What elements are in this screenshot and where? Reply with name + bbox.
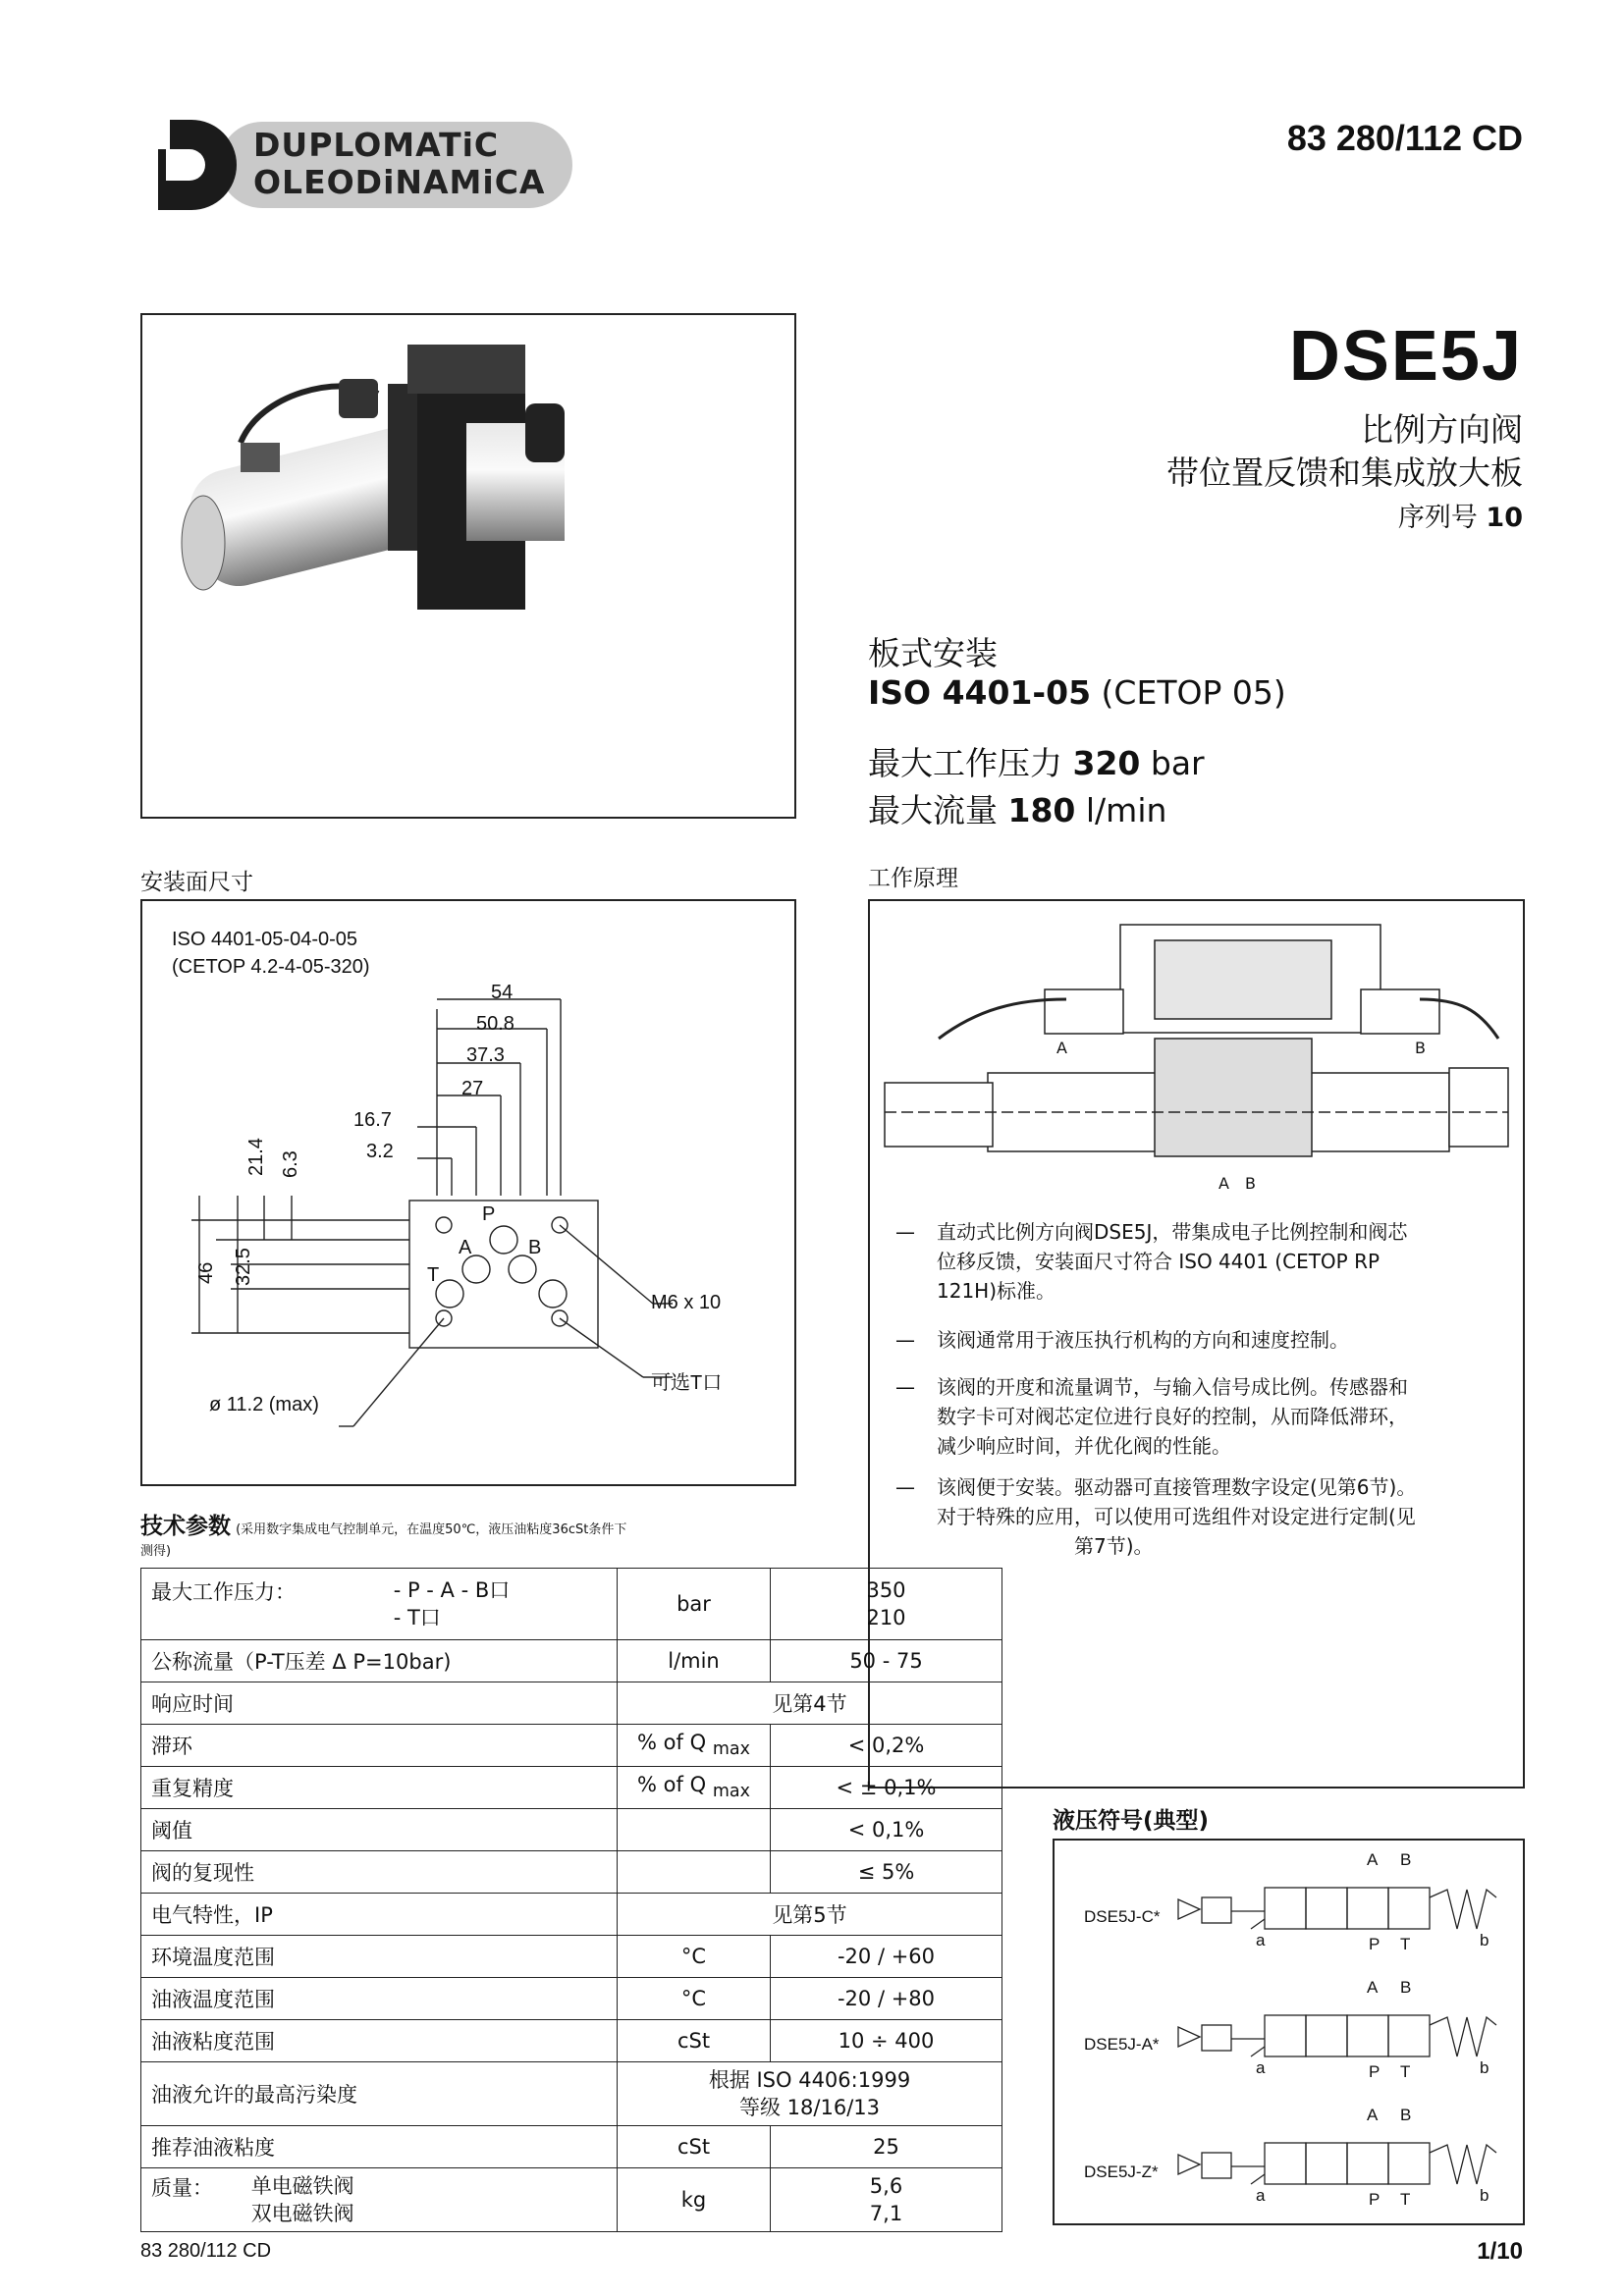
tech-heading: 技术参数 xyxy=(140,1514,231,1539)
series-number: 10 xyxy=(1486,503,1523,533)
repeat-row-value: < ± 0,1% xyxy=(771,1767,1002,1809)
dim-16-7: 16.7 xyxy=(353,1109,392,1131)
repro-row-label: 阀的复现性 xyxy=(141,1851,618,1894)
contam-row-label: 油液允许的最高污染度 xyxy=(141,2062,618,2126)
symbol-c-graphic xyxy=(1163,1841,1523,1968)
symbol-a: A xyxy=(1367,1850,1379,1869)
flow-value: 180 xyxy=(1007,791,1076,829)
principle-frame: A B A B — 直动式比例方向阀DSE5J，带集成电子比例控制和阀芯 位移反馈，安装面尺寸符合 ISO 4401 (CETOP RP 121H)标准。 — 该阀通常用于液压执行机构的方向和速度控制。 — 该阀的开度和流量调节，与输入信号成比例。传感器和 数字卡可对阀芯定位进行良好的控制，从而降低滞环， 减少响应时间，并优化阀的性能。 — 该阀便于安装。驱动器可直接管理数字设定(见第6节)。 对于特殊的应用，可以使用可选组件对设定进行定制(见 第7节)。 xyxy=(868,899,1525,1789)
pressure-sub-1: - P - A - B口 xyxy=(393,1578,511,1602)
mounting-heading: 安装面尺寸 xyxy=(140,870,253,895)
port-b-label: B xyxy=(528,1237,542,1258)
symbol-name: DSE5J-A* xyxy=(1084,2035,1160,2054)
dim-54: 54 xyxy=(491,982,514,1003)
amb-row-label: 环境温度范围 xyxy=(141,1936,618,1978)
logo-line1: DUPLOMATiC xyxy=(253,126,500,164)
dim-46: 46 xyxy=(195,1261,217,1284)
port-t-label: T xyxy=(427,1264,440,1286)
bullet-3-line-3: 减少响应时间，并优化阀的性能。 xyxy=(937,1434,1231,1458)
amb-row-unit: °C xyxy=(618,1936,771,1978)
symbol-sb: b xyxy=(1480,1931,1489,1949)
pressure-row-values xyxy=(771,1569,1002,1640)
tech-heading-block xyxy=(140,1508,788,1559)
tech-note-2: 测得) xyxy=(140,1544,172,1559)
fluidt-row-value: -20 / +80 xyxy=(771,1978,1002,2020)
port-a-label: A xyxy=(459,1237,472,1258)
mass-row-unit: kg xyxy=(618,2168,771,2232)
dim-50-8: 50.8 xyxy=(476,1013,514,1035)
footer-doc-number: 83 280/112 CD xyxy=(140,2240,272,2262)
diameter-label: ø 11.2 (max) xyxy=(209,1394,319,1415)
elec-row-value: 见第5节 xyxy=(618,1894,1002,1936)
flow-line xyxy=(868,785,1166,831)
pressure-row-unit: bar xyxy=(618,1569,771,1640)
subtitle-2: 带位置反馈和集成放大板 xyxy=(1166,454,1523,492)
iso-cetop: (CETOP 05) xyxy=(1091,673,1286,712)
product-photo-frame xyxy=(140,313,796,819)
hyst-unit: % of Q xyxy=(637,1731,707,1755)
mass-row-label xyxy=(141,2168,618,2232)
table-row xyxy=(141,2168,1002,2232)
flow-unit: l/min xyxy=(1075,791,1167,829)
amb-row-value: -20 / +60 xyxy=(771,1936,1002,1978)
page-number: 1/10 xyxy=(1477,2238,1523,2265)
logo xyxy=(140,116,582,216)
flow-row-value: 50 - 75 xyxy=(771,1640,1002,1682)
dim-6-3: 6.3 xyxy=(280,1150,301,1178)
symbol-t: T xyxy=(1400,1935,1411,1953)
table-row xyxy=(141,1640,1002,1682)
pressure-sub-2: - T口 xyxy=(393,1606,441,1629)
symbol-sb: b xyxy=(1480,2186,1489,2205)
symbol-b: B xyxy=(1400,1978,1412,1997)
pressure-unit: bar xyxy=(1140,744,1205,782)
symbol-sa: a xyxy=(1256,2058,1266,2077)
flow-row-label: 公称流量（P-T压差 Δ P=10bar) xyxy=(141,1640,618,1682)
table-row xyxy=(141,2020,1002,2062)
symbol-a: A xyxy=(1367,1978,1379,1997)
hyst-row-label: 滞环 xyxy=(141,1725,618,1767)
bullet-2-line-1: 该阀通常用于液压执行机构的方向和速度控制。 xyxy=(937,1328,1349,1352)
visc-row-value: 10 ÷ 400 xyxy=(771,2020,1002,2062)
table-row xyxy=(141,1851,1002,1894)
section-label-a: A xyxy=(1056,1039,1067,1057)
mass-sub-1: 单电磁铁阀 xyxy=(250,2174,354,2198)
symbol-z xyxy=(1055,2096,1523,2223)
symbol-a: A xyxy=(1367,2106,1379,2124)
symbol-b: B xyxy=(1400,1850,1412,1869)
bullet-4-line-1: 该阀便于安装。驱动器可直接管理数字设定(见第6节)。 xyxy=(937,1475,1417,1499)
mounting-std2: (CETOP 4.2-4-05-320) xyxy=(172,956,370,978)
table-row xyxy=(141,1682,1002,1725)
symbol-t: T xyxy=(1400,2062,1411,2081)
section-label-b: B xyxy=(1415,1039,1426,1057)
port-p-label: P xyxy=(482,1203,496,1225)
symbol-sa: a xyxy=(1256,2186,1266,2205)
response-row-value: 见第4节 xyxy=(618,1682,1002,1725)
bullet-1-line-3: 121H)标准。 xyxy=(937,1279,1056,1303)
symbols-frame xyxy=(1053,1839,1525,2225)
bullet-1-line-1: 直动式比例方向阀DSE5J，带集成电子比例控制和阀芯 xyxy=(937,1220,1408,1244)
repro-row-value: ≤ 5% xyxy=(771,1851,1002,1894)
mass-row-values xyxy=(771,2168,1002,2232)
mounting-std1: ISO 4401-05-04-0-05 xyxy=(172,929,358,950)
rec-row-unit: cSt xyxy=(618,2126,771,2168)
thresh-row-unit xyxy=(618,1809,771,1851)
mounting-drawing-frame xyxy=(140,899,796,1486)
visc-row-label: 油液粘度范围 xyxy=(141,2020,618,2062)
series-line xyxy=(1398,496,1523,534)
fluidt-row-label: 油液温度范围 xyxy=(141,1978,618,2020)
flow-label: 最大流量 xyxy=(868,791,998,829)
table-row xyxy=(141,1569,1002,1640)
table-row xyxy=(141,1894,1002,1936)
tech-note-1: (采用数字集成电气控制单元，在温度50℃，液压油粘度36cSt条件下 xyxy=(236,1522,627,1537)
dim-21-4: 21.4 xyxy=(245,1138,267,1176)
fluidt-row-unit: °C xyxy=(618,1978,771,2020)
logo-line2: OLEODiNAMiCA xyxy=(253,163,546,201)
repeat-row-label: 重复精度 xyxy=(141,1767,618,1809)
table-row xyxy=(141,2126,1002,2168)
pressure-label: 最大工作压力 xyxy=(868,744,1062,782)
table-row xyxy=(141,1809,1002,1851)
dim-3-2: 3.2 xyxy=(366,1141,394,1162)
table-row xyxy=(141,1767,1002,1809)
dim-27: 27 xyxy=(461,1078,484,1099)
dim-32-5: 32.5 xyxy=(233,1248,254,1286)
symbol-p: P xyxy=(1369,2062,1380,2081)
iso-line xyxy=(868,673,1286,712)
elec-row-label: 电气特性，IP xyxy=(141,1894,618,1936)
section-port-a: A xyxy=(1218,1174,1229,1193)
symbol-z-graphic xyxy=(1163,2096,1523,2223)
flow-row-unit: l/min xyxy=(618,1640,771,1682)
table-row xyxy=(141,1725,1002,1767)
hyst-unit-sub: max xyxy=(712,1739,750,1760)
bullet-1-line-2: 位移反馈，安装面尺寸符合 ISO 4401 (CETOP RP xyxy=(937,1250,1380,1273)
mass-label: 质量： xyxy=(151,2176,213,2200)
valve-section-drawing xyxy=(870,901,1523,1215)
pressure-row-label: 最大工作压力： xyxy=(151,1580,296,1604)
symbol-c xyxy=(1055,1841,1523,1968)
visc-row-unit: cSt xyxy=(618,2020,771,2062)
symbol-sa: a xyxy=(1256,1931,1266,1949)
mass-v2: 7,1 xyxy=(869,2202,903,2225)
iso-code: ISO 4401-05 xyxy=(868,673,1092,712)
contam-row-values xyxy=(618,2062,1002,2126)
mass-v1: 5,6 xyxy=(869,2174,903,2198)
thresh-row-value: < 0,1% xyxy=(771,1809,1002,1851)
repeat-row-unit xyxy=(618,1767,771,1809)
symbol-t: T xyxy=(1400,2190,1411,2209)
symbol-a-graphic xyxy=(1163,1968,1523,2096)
mass-sub-2: 双电磁铁阀 xyxy=(250,2202,354,2225)
doc-number: 83 280/112 CD xyxy=(1286,118,1523,158)
table-row xyxy=(141,2062,1002,2126)
contam-v1: 根据 ISO 4406:1999 xyxy=(708,2068,911,2092)
symbol-b: B xyxy=(1400,2106,1412,2124)
repeat-unit-sub: max xyxy=(712,1782,750,1802)
symbol-name: DSE5J-Z* xyxy=(1084,2163,1159,2181)
table-row xyxy=(141,1936,1002,1978)
section-port-b: B xyxy=(1245,1174,1256,1193)
thread-label: M6 x 10 xyxy=(651,1292,722,1313)
contam-v2: 等级 18/16/13 xyxy=(739,2096,880,2119)
bullet-3-line-1: 该阀的开度和流量调节，与输入信号成比例。传感器和 xyxy=(937,1375,1408,1399)
symbol-sb: b xyxy=(1480,2058,1489,2077)
product-photo xyxy=(142,315,794,817)
repeat-unit: % of Q xyxy=(637,1773,707,1797)
response-row-label: 响应时间 xyxy=(141,1682,618,1725)
bullet-4-line-3: 第7节)。 xyxy=(1074,1534,1154,1558)
series-prefix: 序列号 xyxy=(1397,503,1478,533)
bullet-3-line-2: 数字卡可对阀芯定位进行良好的控制，从而降低滞环， xyxy=(937,1405,1408,1428)
hyst-row-value: < 0,2% xyxy=(771,1725,1002,1767)
pressure-v1: 350 xyxy=(866,1578,906,1602)
hyst-row-unit xyxy=(618,1725,771,1767)
rec-row-label: 推荐油液粘度 xyxy=(141,2126,618,2168)
pressure-v2: 210 xyxy=(866,1606,906,1629)
principle-heading: 工作原理 xyxy=(868,866,958,891)
symbols-heading: 液压符号(典型) xyxy=(1053,1808,1210,1834)
symbol-p: P xyxy=(1369,1935,1380,1953)
symbol-a-type xyxy=(1055,1968,1523,2096)
table-row xyxy=(141,1978,1002,2020)
pressure-value: 320 xyxy=(1072,744,1141,782)
tech-spec-table xyxy=(140,1568,1002,2232)
model-title: DSE5J xyxy=(1288,317,1523,396)
optional-t-label: 可选T口 xyxy=(651,1372,723,1394)
dim-37-3: 37.3 xyxy=(466,1044,505,1066)
mount-type: 板式安装 xyxy=(868,634,998,672)
rec-row-value: 25 xyxy=(771,2126,1002,2168)
row-label xyxy=(141,1569,618,1640)
symbol-p: P xyxy=(1369,2190,1380,2209)
subtitle-1: 比例方向阀 xyxy=(1361,410,1523,449)
repro-row-unit xyxy=(618,1851,771,1894)
bullet-4-line-2: 对于特殊的应用，可以使用可选组件对设定进行定制(见 xyxy=(937,1505,1416,1528)
symbol-name: DSE5J-C* xyxy=(1084,1907,1161,1926)
pressure-line xyxy=(868,738,1205,784)
thresh-row-label: 阈值 xyxy=(141,1809,618,1851)
